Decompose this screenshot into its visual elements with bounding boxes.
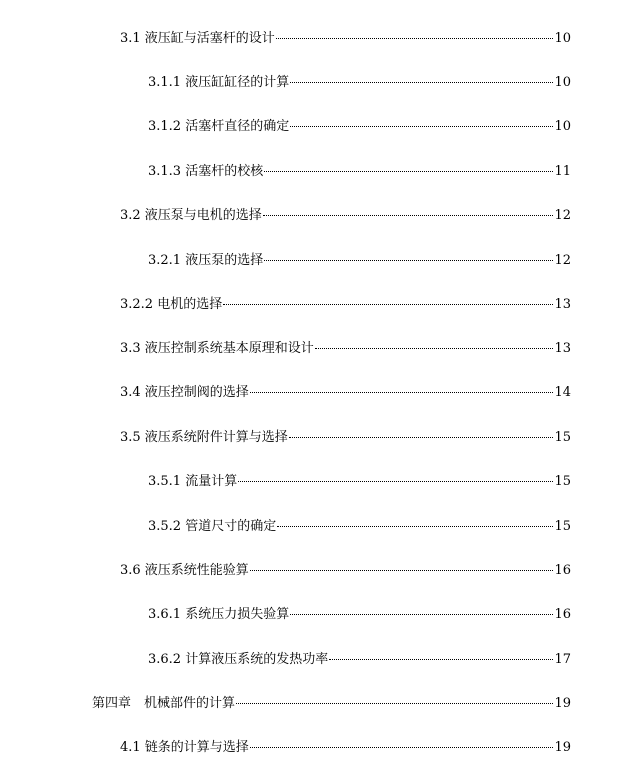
- toc-entry-page: 13: [554, 341, 571, 356]
- dot-leader: [250, 570, 554, 571]
- dot-leader: [329, 659, 553, 660]
- toc-entry-page: 19: [554, 696, 571, 711]
- toc-entry-label: 3.5.1 流量计算: [148, 474, 238, 489]
- dot-leader: [315, 348, 554, 349]
- toc-entry-label: 3.6.2 计算液压系统的发热功率: [148, 652, 329, 667]
- toc-entry[interactable]: [120, 31, 571, 47]
- toc-entry-label: 3.6.1 系统压力损失验算: [148, 607, 290, 622]
- dot-leader: [276, 38, 554, 39]
- toc-entry-label: 3.2 液压泵与电机的选择: [120, 208, 262, 223]
- toc-entry-label: 3.5.2 管道尺寸的确定: [148, 519, 277, 534]
- toc-entry[interactable]: [148, 652, 571, 668]
- toc-entry[interactable]: [148, 119, 571, 135]
- toc-entry-page: 15: [554, 474, 571, 489]
- dot-leader: [238, 481, 553, 482]
- toc-entry-label: 3.1.3 活塞杆的校核: [148, 164, 264, 179]
- dot-leader: [263, 215, 554, 216]
- dot-leader: [236, 703, 553, 704]
- toc-entry-page: 19: [554, 740, 571, 755]
- dot-leader: [290, 82, 553, 83]
- toc-entry-label: 3.3 液压控制系统基本原理和设计: [120, 341, 314, 356]
- toc-entry-chapter[interactable]: [92, 696, 571, 712]
- toc-entry-page: 13: [554, 297, 571, 312]
- toc-entry-label: 3.4 液压控制阀的选择: [120, 385, 249, 400]
- dot-leader: [264, 171, 553, 172]
- toc-entry-label: 第四章 机械部件的计算: [92, 696, 236, 711]
- toc-entry[interactable]: [148, 164, 571, 180]
- toc-entry-label: 3.1.1 液压缸缸径的计算: [148, 75, 290, 90]
- toc-entry-page: 16: [554, 563, 571, 578]
- toc-entry-label: 3.2.1 液压泵的选择: [148, 253, 264, 268]
- toc-entry[interactable]: [148, 519, 571, 535]
- toc-entry[interactable]: [120, 208, 571, 224]
- toc-entry[interactable]: [120, 430, 571, 446]
- toc-entry-page: 15: [554, 430, 571, 445]
- toc-entry-label: 3.1 液压缸与活塞杆的设计: [120, 31, 275, 46]
- dot-leader: [250, 392, 554, 393]
- dot-leader: [290, 614, 553, 615]
- toc-entry-page: 15: [554, 519, 571, 534]
- toc-entry-label: 4.1 链条的计算与选择: [120, 740, 249, 755]
- toc-entry-page: 14: [554, 385, 571, 400]
- dot-leader: [290, 126, 553, 127]
- toc-entry[interactable]: [148, 474, 571, 490]
- toc-entry[interactable]: [148, 75, 571, 91]
- toc-entry-page: 10: [554, 119, 571, 134]
- toc-entry-page: 16: [554, 607, 571, 622]
- toc-entry-page: 12: [554, 208, 571, 223]
- toc-entry[interactable]: [120, 385, 571, 401]
- toc-entry[interactable]: [148, 253, 571, 269]
- toc-entry-label: 3.2.2 电机的选择: [120, 297, 223, 312]
- dot-leader: [223, 304, 553, 305]
- toc-entry-label: 3.1.2 活塞杆直径的确定: [148, 119, 290, 134]
- toc-entry[interactable]: [120, 341, 571, 357]
- toc-entry-page: 12: [554, 253, 571, 268]
- toc-entry-page: 10: [554, 75, 571, 90]
- toc-entry[interactable]: [120, 297, 571, 313]
- toc-entry[interactable]: [120, 563, 571, 579]
- toc-entry-label: 3.5 液压系统附件计算与选择: [120, 430, 288, 445]
- toc-entry-page: 11: [554, 164, 571, 179]
- toc-entry-page: 10: [554, 31, 571, 46]
- dot-leader: [289, 437, 554, 438]
- dot-leader: [250, 747, 554, 748]
- toc-entry-label: 3.6 液压系统性能验算: [120, 563, 249, 578]
- toc-entry-page: 17: [554, 652, 571, 667]
- toc-entry[interactable]: [148, 607, 571, 623]
- dot-leader: [264, 260, 553, 261]
- dot-leader: [277, 526, 553, 527]
- toc-entry[interactable]: [120, 740, 571, 756]
